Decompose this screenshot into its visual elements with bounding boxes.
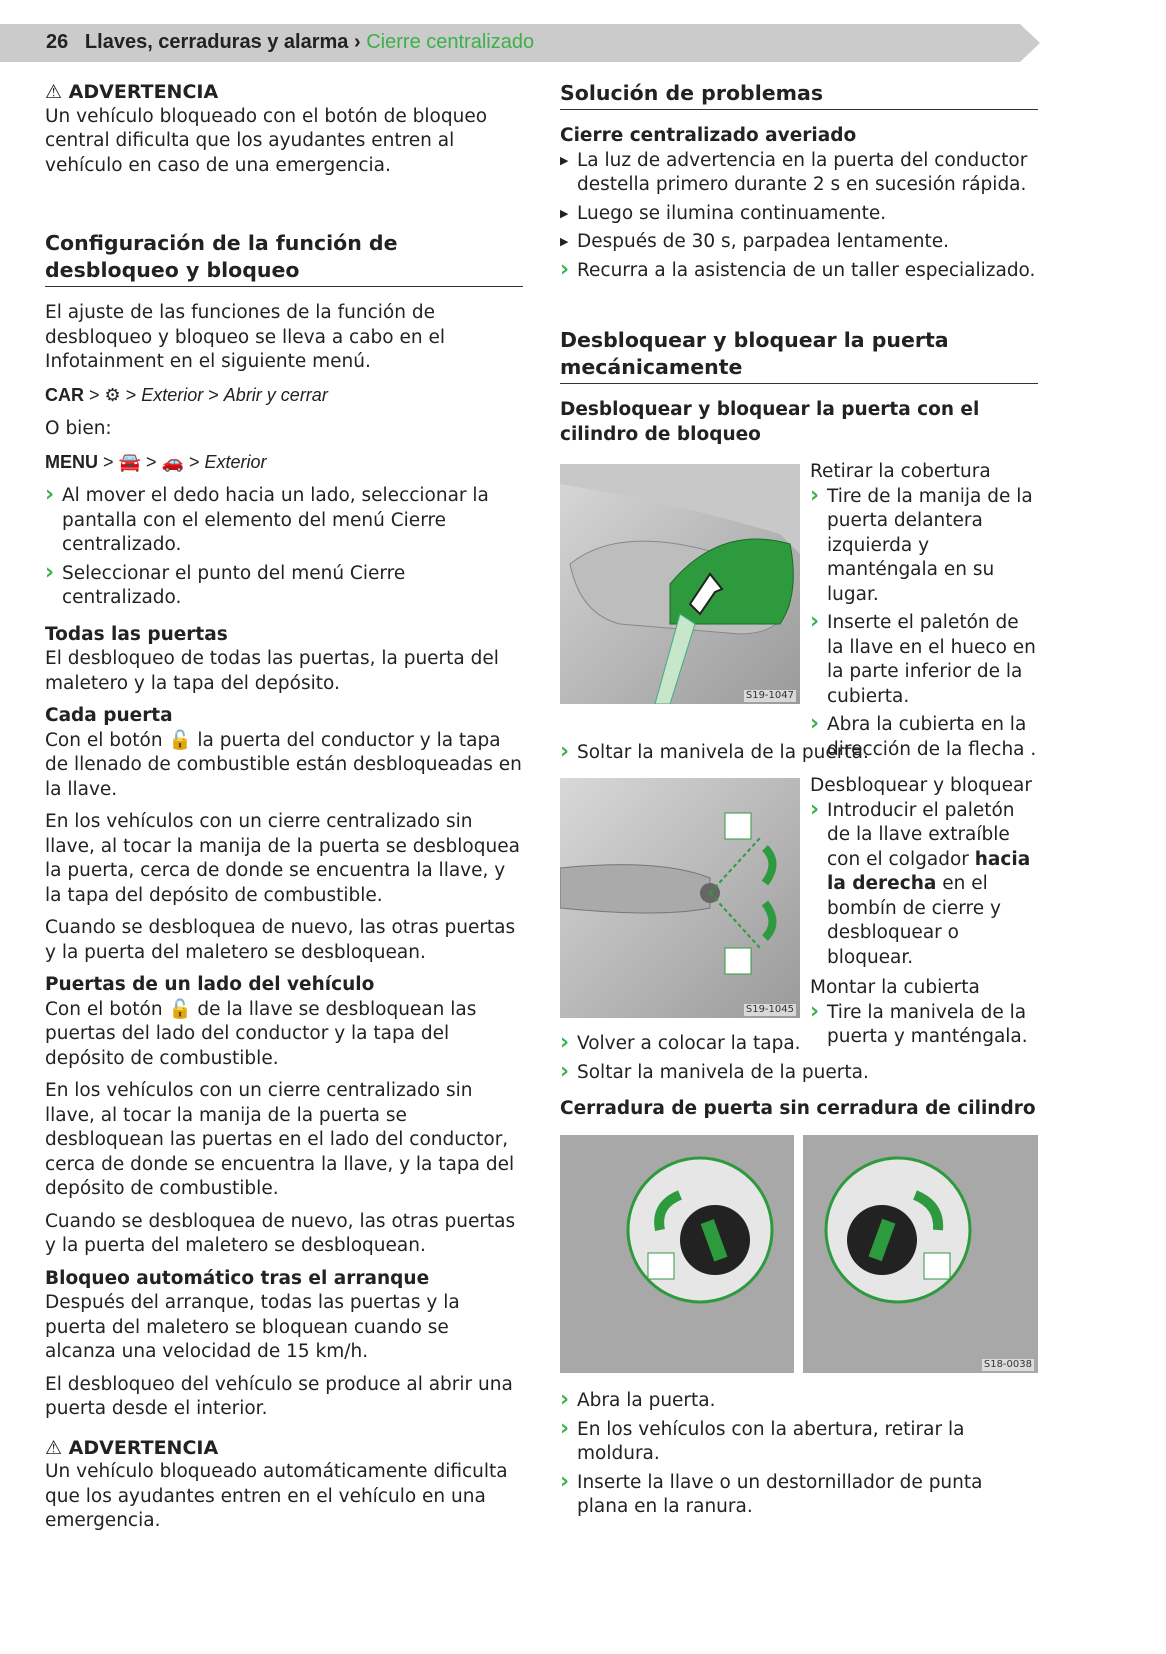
page-header	[46, 30, 534, 54]
settings-gear-icon: ⚙	[104, 384, 121, 405]
lado-text: Cuando se desbloquea de nuevo, las otras puertas y la puerta del maletero se desbloquean.	[45, 1210, 516, 1256]
warning-icon: ⚠	[45, 1436, 63, 1459]
figure-label: S19-1045	[745, 1004, 794, 1015]
lock-icon	[725, 948, 751, 974]
step: › Inserte la llave o un destornillador de punta plana en la ranura.	[560, 1471, 1038, 1520]
step: › Recurra a la asistencia de un taller especializado.	[560, 259, 1038, 284]
config-heading: Configuración de la función de desbloqueo y bloqueo	[45, 230, 523, 287]
montar-title: Montar la cubierta	[810, 977, 980, 998]
section-title: Cierre centralizado	[366, 31, 535, 53]
breadcrumb-separator: ›	[354, 31, 361, 53]
left-column	[45, 80, 523, 1542]
warning-text: Un vehículo bloqueado con el botón de bloqueo central dificulta que los ayudantes entren al vehículo en caso de una emergencia.	[45, 105, 488, 176]
figure-label: S18-0038	[983, 1359, 1032, 1370]
mecanica-heading: Desbloquear y bloquear la puerta mecánicamente	[560, 327, 1038, 384]
car-icon: 🚘	[118, 451, 141, 472]
step: › Seleccionar el punto del menú Cierre centralizado.	[45, 562, 523, 611]
figure-label: S19-1047	[745, 690, 794, 701]
figure-lock-cylinder	[560, 778, 800, 1018]
door-handle-illustration	[560, 464, 800, 704]
step: › Abra la puerta.	[560, 1389, 1038, 1414]
step: › Al mover el dedo hacia un lado, seleccionar la pantalla con el elemento del menú Cierre centralizado.	[45, 484, 523, 558]
retirar-title: Retirar la cobertura	[810, 461, 991, 482]
lado-text: En los vehículos con un cierre centralizado sin llave, al tocar la manija de la puerta se desbloquean las puertas en el lado del conductor, cerca de donde se encuentra la llave, y la tapa del depósito de combustible.	[45, 1080, 515, 1199]
warning-text: Un vehículo bloqueado automáticamente dificulta que los ayudantes entren en el vehículo en una emergencia.	[45, 1461, 508, 1531]
list-item: ▶ Luego se ilumina continuamente.	[560, 202, 1038, 227]
warning-icon: ⚠	[45, 81, 63, 103]
todas-heading: Todas las puertas	[45, 623, 228, 645]
car-settings-icon: 🚗	[161, 451, 184, 472]
lado-heading: Puertas de un lado del vehículo	[45, 974, 375, 995]
cilindro-heading: Desbloquear y bloquear la puerta con el cilindro de bloqueo	[560, 399, 980, 445]
warning-title: ADVERTENCIA	[68, 81, 219, 103]
step: › En los vehículos con la abertura, retirar la moldura.	[560, 1418, 1038, 1467]
step: › Soltar la manivela de la puerta.	[560, 1061, 1038, 1086]
figure-door-lock-no-cylinder	[560, 1135, 1038, 1373]
chapter-title: Llaves, cerraduras y alarma	[84, 31, 349, 53]
cada-heading: Cada puerta	[45, 705, 173, 726]
step: › Abra la cubierta en la dirección de la flecha .	[810, 713, 1038, 762]
averiado-heading: Cierre centralizado averiado	[560, 125, 857, 146]
retirar-section	[810, 460, 1038, 766]
auto-text: El desbloqueo del vehículo se produce al abrir una puerta desde el interior.	[45, 1373, 513, 1419]
step: › Introducir el paletón de la llave extraíble con el colgador hacia la derecha en el bombín de cierre y desbloquear o bloquear.	[810, 799, 1038, 971]
auto-text: Después del arranque, todas las puertas y la puerta del maletero se bloquean cuando se alcanza una velocidad de 15 km/h.	[45, 1292, 460, 1362]
cada-text: En los vehículos con un cierre centralizado sin llave, al tocar la manija de la puerta se desbloquea la puerta, cerca de donde se encuentra la llave, y la tapa del depósito de combustible.	[45, 811, 520, 906]
unlock-icon	[725, 813, 751, 839]
list-item: ▶ La luz de advertencia en la puerta del conductor destella primero durante 2 s en sucesión rápida.	[560, 149, 1038, 198]
door-lock-illustration	[560, 1135, 1038, 1373]
cada-text: Con el botón 🔓 la puerta del conductor y la tapa de llenado de combustible están desbloqueadas en la llave.	[45, 729, 522, 800]
post-steps	[560, 1032, 1038, 1122]
step: › Inserte el paletón de la llave en el hueco en la parte inferior de la cubierta.	[810, 611, 1038, 709]
desbloquear-section	[810, 774, 1038, 1054]
right-column	[560, 80, 1038, 447]
cada-text: Cuando se desbloquea de nuevo, las otras puertas y la puerta del maletero se desbloquean.	[45, 917, 516, 963]
lock-cylinder-illustration	[560, 778, 800, 1018]
desbloquear-title: Desbloquear y bloquear	[810, 775, 1032, 796]
menu-path-car: CAR > ⚙ > Exterior > Abrir y cerrar	[45, 384, 328, 405]
step: › Tire de la manija de la puerta delantera izquierda y manténgala en su lugar.	[810, 485, 1038, 608]
warning-title: ADVERTENCIA	[68, 1436, 219, 1459]
lado-text: Con el botón 🔓 de la llave se desbloquean las puertas del lado del conductor y la tapa del depósito de combustible.	[45, 998, 477, 1069]
config-text: El ajuste de las funciones de la función de desbloqueo y bloqueo se lleva a cabo en el Infotainment en el siguiente menú.	[45, 302, 445, 372]
step: › Tire la manivela de la puerta y manténgala.	[810, 1001, 1038, 1050]
solucion-heading: Solución de problemas	[560, 80, 1038, 110]
todas-text: El desbloqueo de todas las puertas, la puerta del maletero y la tapa del depósito.	[45, 648, 499, 694]
page-number: 26	[46, 31, 69, 53]
step: › Soltar la manivela de la puerta.	[560, 741, 1038, 766]
sin-cilindro-heading: Cerradura de puerta sin cerradura de cilindro	[560, 1098, 1036, 1119]
menu-path-menu: MENU > 🚘 > 🚗 > Exterior	[45, 451, 267, 472]
list-item: ▶ Después de 30 s, parpadea lentamente.	[560, 230, 1038, 255]
auto-heading: Bloqueo automático tras el arranque	[45, 1267, 430, 1289]
or-text: O bien:	[45, 418, 112, 439]
figure-door-handle-cover	[560, 464, 800, 704]
step: › Volver a colocar la tapa.	[560, 1032, 1038, 1057]
final-steps	[560, 1389, 1038, 1524]
